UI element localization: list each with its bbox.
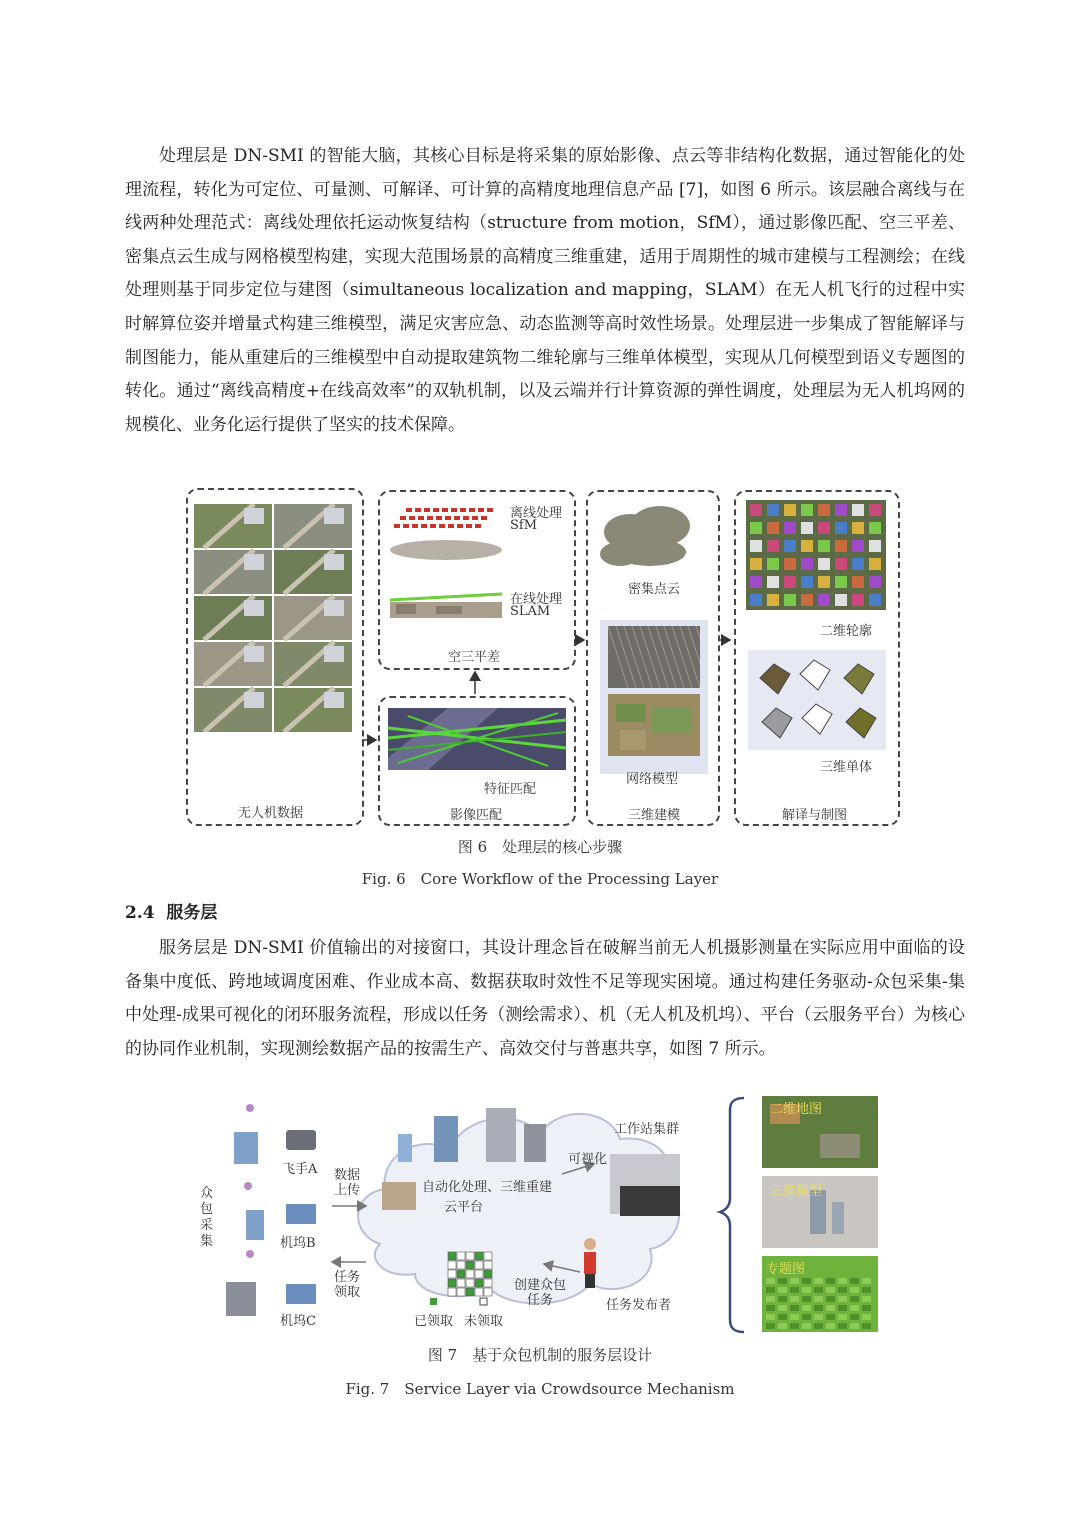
- cloud-platform-label: 云平台: [444, 1200, 484, 1215]
- image-matching-box: [378, 696, 576, 826]
- image-matching-label: 影像匹配: [450, 808, 503, 823]
- sfm-label: SfM: [510, 518, 538, 533]
- offline-label: 离线处理: [510, 506, 563, 521]
- slam-pointcloud-image: [386, 588, 506, 626]
- publisher-label: 任务发布者: [606, 1298, 672, 1313]
- body-paragraph-1: 处理层是 DN-SMI 的智能大脑，其核心目标是将采集的原始影像、点云等非结构化数据，通过智能化的处理流程，转化为可定位、可量测、可解译、可计算的高精度地理信息产品 [7]，如图 6 所示。该层融合离线与在线两种处理范式：离线处理依托运动恢复结构（structure from motion，SfM），通过影像匹配、空三平差、密集点云生成与网格模型构建，实现大范围场景的高精度三维重建，适用于周期性的城市建模与工程测绘；在线处理则基于同步定位与建图（simultaneous localization and mapping，SLAM）在无人机飞行的过程中实时解算位姿并增量式构建三维模型，满足灾害应急、动态监测等高时效性场景。处理层进一步集成了智能解译与制图能力，能从重建后的三维模型中自动提取建筑物二维轮廓与三维单体模型，实现从几何模型到语义专题图的转化。通过“离线高精度+在线高效率”的双轨机制，以及云端并行计算资源的弹性调度，处理层为无人机坞网的规模化、业务化运行提供了坚实的技术保障。: [125, 146, 965, 435]
- section-title: 服务层: [166, 903, 218, 923]
- drone-icon: [246, 1250, 254, 1258]
- sfm-pointcloud-image: [386, 500, 506, 562]
- data-upload-label: 数据上传: [334, 1168, 361, 1198]
- thematic-label: 专题图: [766, 1262, 806, 1277]
- drone-icon: [244, 1182, 252, 1190]
- auto-process-label: 自动化处理、三维重建: [422, 1180, 553, 1195]
- workstation-label: 工作站集群: [614, 1122, 680, 1137]
- mesh-textured-image: [608, 694, 700, 756]
- server-icon: [382, 1182, 416, 1210]
- modeling-box: [586, 490, 720, 826]
- model-3d-label: 三维模型: [770, 1184, 823, 1199]
- tablet-icon: [286, 1130, 316, 1150]
- feature-matching-label: 特征匹配: [484, 782, 537, 797]
- building-icon: [246, 1210, 264, 1240]
- dock-icon: [286, 1204, 316, 1224]
- aerotriangulation-label: 空三平差: [448, 650, 501, 665]
- unclaimed-label: 未领取: [464, 1314, 504, 1329]
- map-2d-label: 二维地图: [770, 1102, 823, 1117]
- uav-data-label: 无人机数据: [238, 806, 304, 821]
- online-label: 在线处理: [510, 592, 563, 607]
- dock-b-label: 机坞B: [280, 1236, 316, 1251]
- monomer-3d-image: [754, 656, 880, 746]
- dock-c-label: 机坞C: [280, 1314, 316, 1329]
- task-grid: [448, 1252, 492, 1296]
- feature-matching-image: [388, 708, 566, 770]
- building-icon: [234, 1132, 258, 1164]
- dock-icon: [286, 1284, 316, 1304]
- outline-2d-image: [746, 500, 886, 610]
- figure-7: [190, 1094, 890, 1338]
- claimed-label: 已领取: [414, 1314, 454, 1329]
- figure-6-caption-cn: 图 6 处理层的核心步骤: [457, 838, 623, 856]
- task-claim-label: 任务领取: [334, 1270, 361, 1300]
- section-heading: [125, 898, 217, 923]
- output-bracket: [720, 1098, 744, 1332]
- dense-cloud-image: [600, 502, 704, 572]
- figure-7-caption-en: Fig. 7 Service Layer via Crowdsource Mechanism: [345, 1380, 735, 1398]
- modeling-label: 三维建模: [628, 808, 681, 823]
- interpretation-label: 解译与制图: [782, 808, 848, 823]
- publisher-icon: [584, 1238, 596, 1250]
- body-paragraph-2: 服务层是 DN-SMI 价值输出的对接窗口，其设计理念旨在破解当前无人机摄影测量在实际应用中面临的设备集中度低、跨地域调度困难、作业成本高、数据获取时效性不足等现实困境。通过构建任务驱动-众包采集-集中处理-成果可视化的闭环服务流程，形成以任务（测绘需求）、机（无人机及机坞）、平台（云服务平台）为核心的协同作业机制，实现测绘数据产品的按需生产、高效交付与普惠共享，如图 7 所示。: [125, 938, 965, 1059]
- uav-data-box: [186, 488, 364, 826]
- visualize-label: 可视化: [568, 1152, 608, 1167]
- slam-label: SLAM: [510, 604, 551, 619]
- create-task-label: 创建众包任务: [513, 1278, 566, 1308]
- drone-icon: [246, 1104, 254, 1112]
- mesh-model-image: [608, 626, 700, 688]
- interpretation-box: [734, 490, 900, 826]
- aerotriangulation-box: [378, 490, 576, 670]
- uav-images-grid: [194, 504, 354, 732]
- figure-7-caption-cn: 图 7 基于众包机制的服务层设计: [427, 1346, 653, 1364]
- building-icon: [226, 1282, 256, 1316]
- section-number: 2.4: [125, 903, 155, 923]
- figure-6: [186, 488, 900, 828]
- mesh-model-label: 网络模型: [626, 772, 679, 787]
- crowd-collect-label: 众包采集: [200, 1186, 214, 1249]
- pilot-a-label: 飞手A: [282, 1162, 318, 1177]
- monomer-3d-label: 三维单体: [820, 760, 873, 775]
- figure-6-caption-en: Fig. 6 Core Workflow of the Processing Layer: [361, 870, 719, 888]
- dense-cloud-label: 密集点云: [628, 582, 681, 597]
- outline-2d-label: 二维轮廓: [820, 624, 873, 639]
